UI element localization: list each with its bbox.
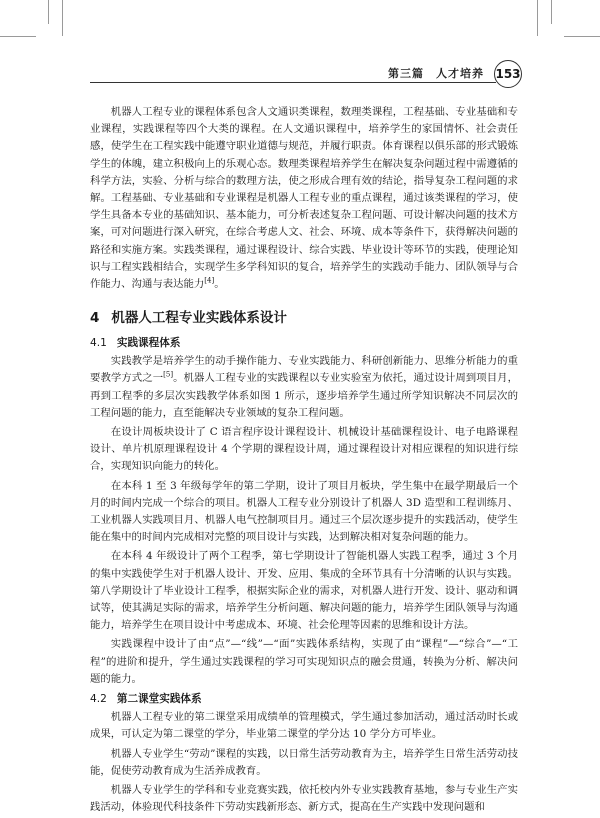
page-body [90, 104, 518, 818]
crop-mark [551, 0, 552, 24]
subsection-heading: 4.1 实践课程体系 [90, 337, 181, 350]
paragraph: 在本科 1 至 3 年级每学年的第二学期，设计了项目月板块，学生集中在最学期最后一个月的时间内完成一个综合的项目。机器人工程专业分别设计了机器人 3D 造型和工程训练月、工业机器人实践项目月、机器人电气控制项目月。通过三个层次逐步提升的实践活动，使学生能在集中的时间内完成相对完整的项目设计与实践，达到解决相对复杂问题的能力。 [90, 479, 518, 544]
crop-mark [48, 0, 49, 24]
crop-mark [0, 36, 36, 37]
paragraph: 在本科 4 年级设计了两个工程季，第七学期设计了智能机器人实践工程季，通过 3 个月的集中实践使学生对于机器人设计、开发、应用、集成的全环节具有十分清晰的认识与实践。第八学期设计了毕业设计工程季，根据实际企业的需求，对机器人进行开发、设计、驱动和调试等，使其满足实际的需求，培养学生分析问题、解决问题的能力，培养学生团队领导与沟通能力，培养学生在项目设计中考虑成本、环境、社会伦理等因素的思维和设计方法。 [90, 550, 518, 632]
paragraph: 机器人工程专业的第二课堂采用成绩单的管理模式，学生通过参加活动，通过活动时长或成果，可认定为第二课堂的学分，毕业第二课堂的学分达 10 学分方可毕业。 [90, 711, 518, 741]
part-title: 第三篇 人才培养 [388, 67, 484, 80]
citation: [4] [204, 276, 215, 285]
citation: [5] [163, 370, 174, 379]
page-number: 153 [494, 60, 522, 88]
crop-mark [564, 36, 600, 37]
paragraph: 实践教学是培养学生的动手操作能力、专业实践能力、科研创新能力、思维分析能力的重要教学方式之一[5]。机器人工程专业的实践课程以专业实验室为依托，通过设计周到项目月，再到工程季的多层次实践教学体系如图 1 所示，逐步培养学生通过所学知识解决不同层次的工程问题的能力，直至能解决专业领域的复杂工程问题。 [90, 355, 519, 419]
subsection-heading: 4.2 第二课堂实践体系 [90, 693, 202, 706]
paragraph: 机器人专业学生的学科和专业竞赛实践，依托校内外专业实践教育基地，参与专业生产实践活动，体验现代科技条件下劳动实践新形态、新方式，提高在生产实践中发现问题和 [90, 783, 518, 814]
crop-mark [537, 0, 538, 36]
section-heading: 4 机器人工程专业实践体系设计 [90, 310, 287, 327]
paragraph: 实践课程中设计了由“点”—“线”—“面”实践体系结构，实现了由“课程”—“综合”—“工程”的进阶和提升，学生通过实践课程的学习可实现知识点的融会贯通，转换为分析、解决问题的能力。 [90, 638, 518, 685]
paragraph: 机器人专业学生“劳动”课程的实践，以日常生活劳动教育为主，培养学生日常生活劳动技能，促使劳动教育成为生活养成教育。 [90, 747, 518, 777]
crop-mark [62, 0, 63, 36]
header-rule [90, 82, 496, 83]
running-header [90, 60, 520, 84]
paragraph: 在设计周板块设计了 C 语言程序设计课程设计、机械设计基础课程设计、电子电路课程设计、单片机原理课程设计 4 个学期的课程设计周，通过课程设计对相应课程的知识进行综合，实现知识向能力的转化。 [90, 426, 518, 473]
intro-paragraph: 机器人工程专业的课程体系包含人文通识类课程，数理类课程，工程基础、专业基础和专业课程，实践课程等四个大类的课程。在人文通识课程中，培养学生的家国情怀、社会责任感，使学生在工程实践中能遵守职业道德与规范，并履行职责。体育课程以俱乐部的形式锻炼学生的体魄，建立积极向上的乐观心态。数理类课程培养学生在解决复杂问题过程中需遵循的科学方法，实验、分析与综合的数理方法，使之形成合理有效的结论，指导复杂工程问题的求解。工程基础、专业基础和专业课程是机器人工程专业的重点课程，通过该类课程的学习，使学生具备本专业的基础知识、基本能力，可分析表述复杂工程问题、可设计解决问题的技术方案，可对问题进行深入研究，在综合考虑人文、社会、环境、成本等条件下，获得解决问题的路径和实施方案。实践类课程，通过课程设计、综合实践、毕业设计等环节的实践，使理论知识与工程实践相结合，实现学生多学科知识的复合，培养学生的实践动手能力、团队领导与合作能力、沟通与表达能力[4]。 [90, 106, 518, 291]
